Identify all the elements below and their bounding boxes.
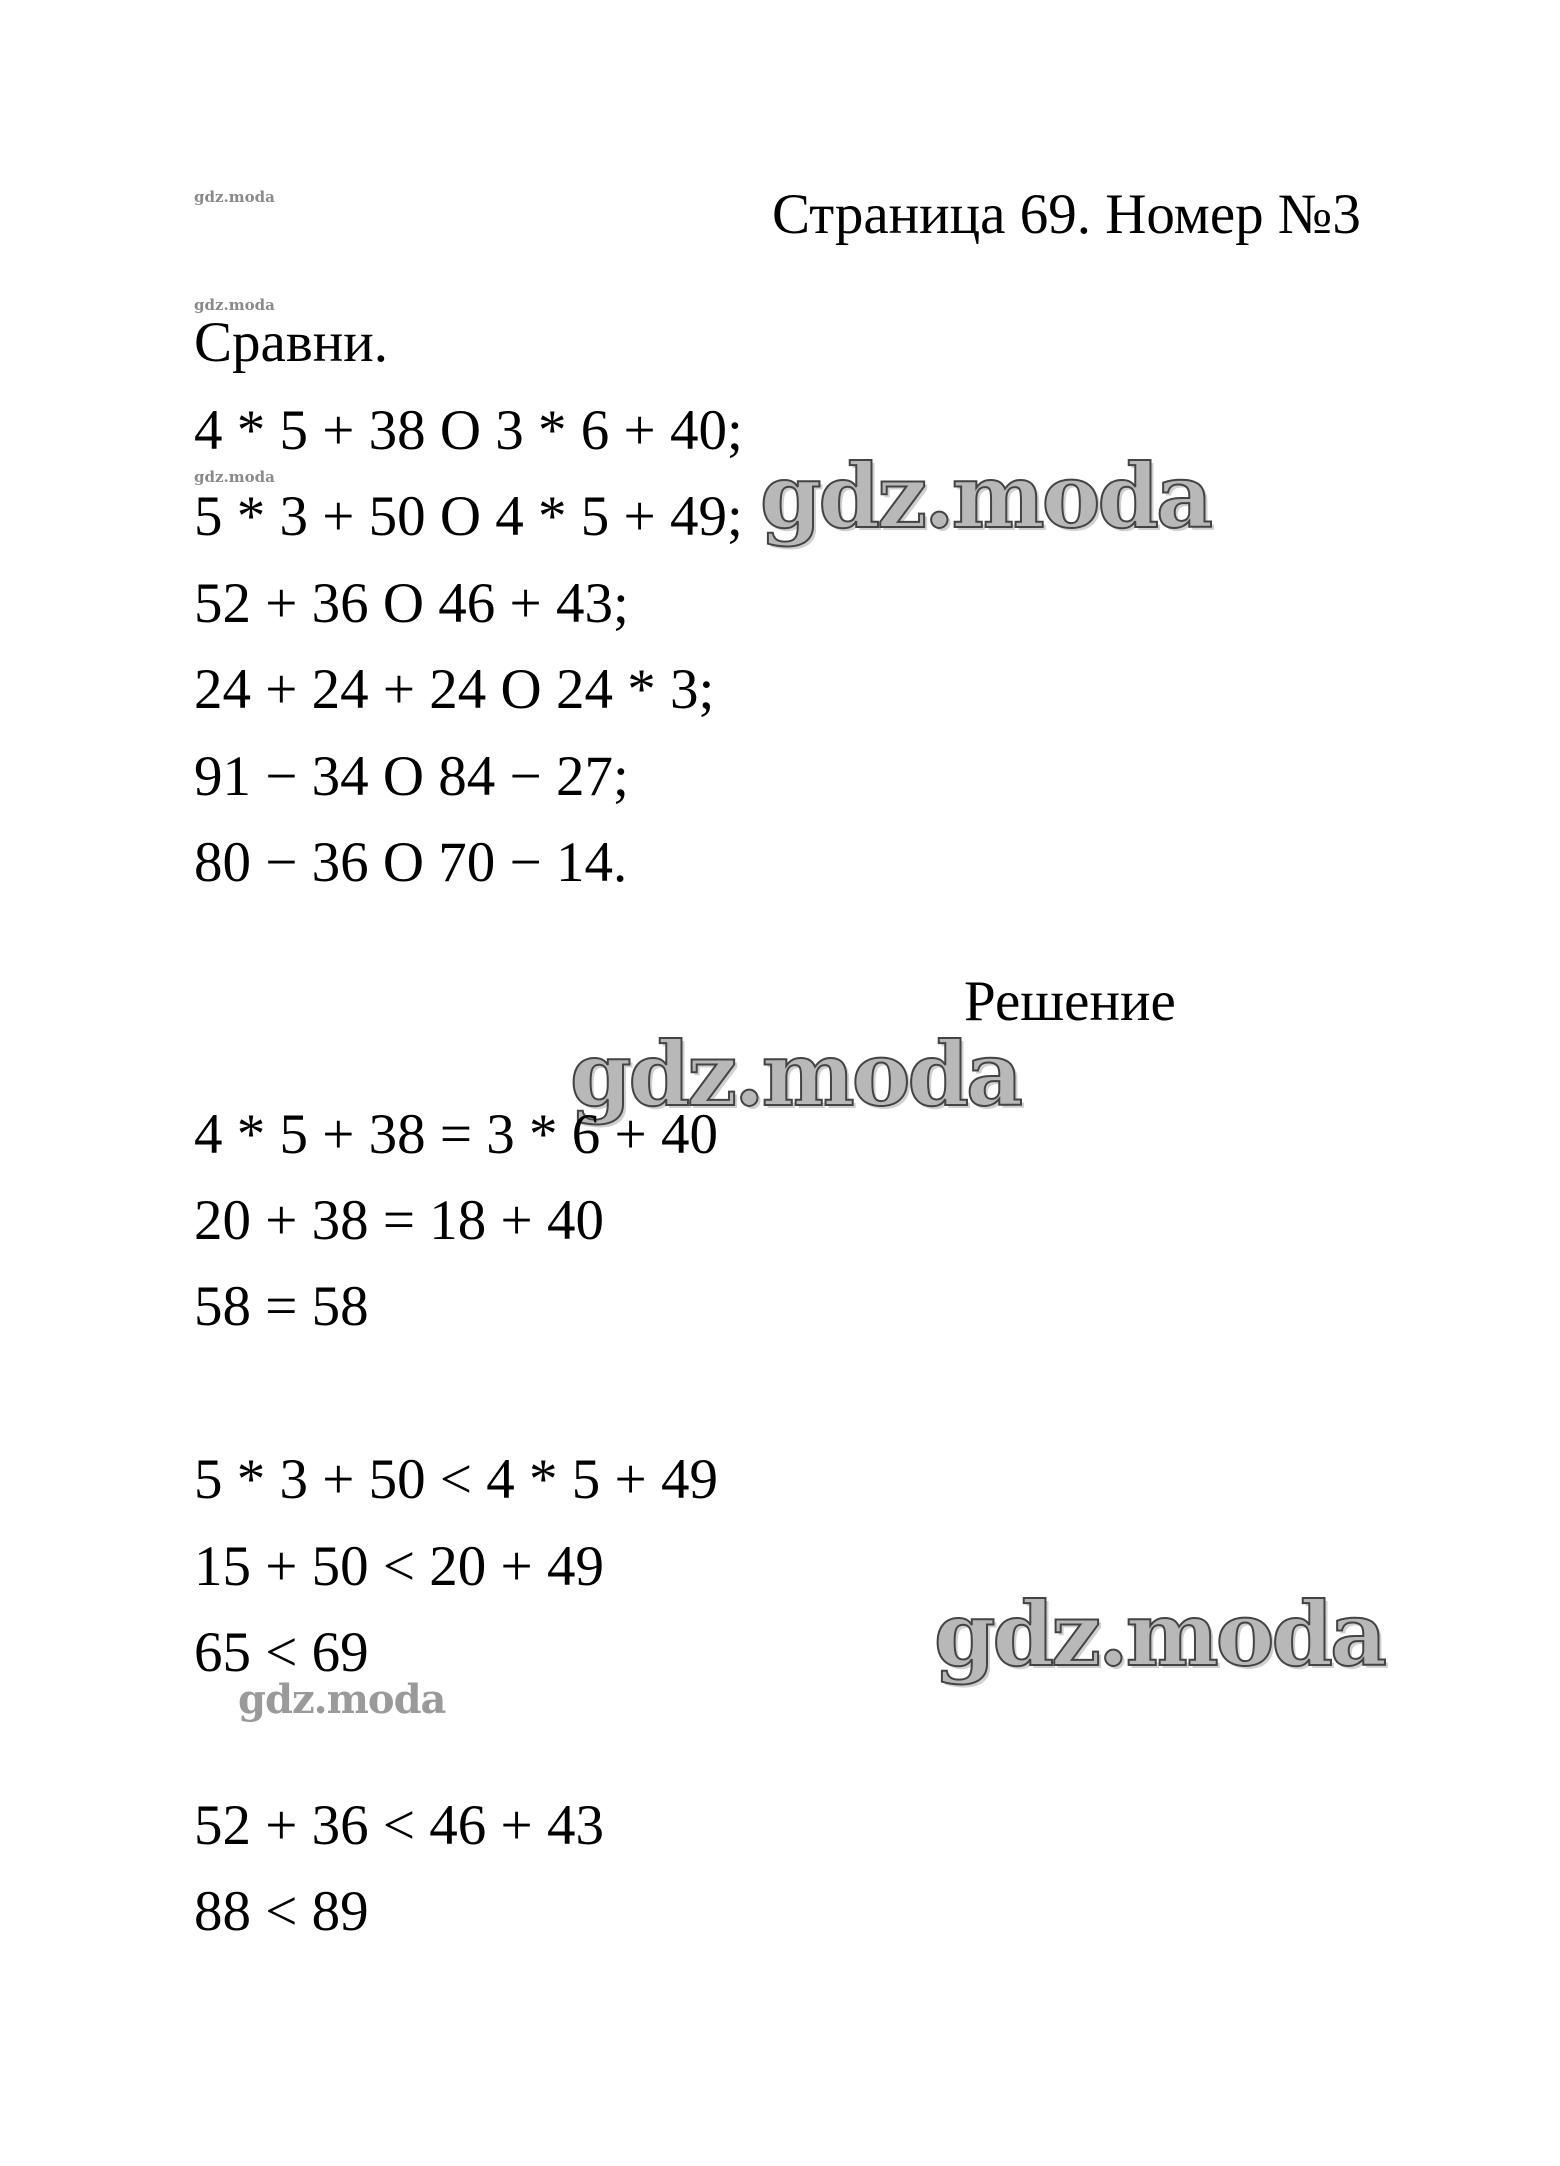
watermark-medium: gdz.moda (238, 1676, 446, 1723)
watermark-large: gdz.moda (760, 444, 1211, 548)
task-line: 52 + 36 O 46 + 43; (194, 572, 629, 635)
task-line: 24 + 24 + 24 O 24 * 3; (194, 658, 715, 721)
task-line: 91 − 34 O 84 − 27; (194, 745, 629, 808)
solution-line: 20 + 38 = 18 + 40 (194, 1189, 604, 1252)
watermark-large: gdz.moda (570, 1022, 1021, 1126)
solution-line: 5 * 3 + 50 < 4 * 5 + 49 (194, 1448, 718, 1511)
solution-line: 15 + 50 < 20 + 49 (194, 1535, 604, 1598)
task-line: 80 − 36 O 70 − 14. (194, 831, 628, 894)
task-line: 5 * 3 + 50 O 4 * 5 + 49; (194, 485, 743, 548)
solution-title: Решение (964, 970, 1176, 1033)
solution-line: 52 + 36 < 46 + 43 (194, 1794, 604, 1857)
solution-line: 4 * 5 + 38 = 3 * 6 + 40 (194, 1103, 718, 1166)
solution-line: 65 < 69 (194, 1621, 369, 1684)
watermark-large: gdz.moda (934, 1582, 1385, 1686)
solution-line: 88 < 89 (194, 1880, 369, 1943)
task-line: 4 * 5 + 38 O 3 * 6 + 40; (194, 399, 743, 462)
task-instruction: Сравни. (194, 311, 388, 374)
watermark-small: gdz.moda (194, 296, 275, 314)
solution-line: 58 = 58 (194, 1275, 369, 1338)
watermark-small: gdz.moda (194, 188, 275, 206)
page-title: Страница 69. Номер №3 (772, 183, 1361, 246)
watermark-small: gdz.moda (194, 468, 275, 486)
